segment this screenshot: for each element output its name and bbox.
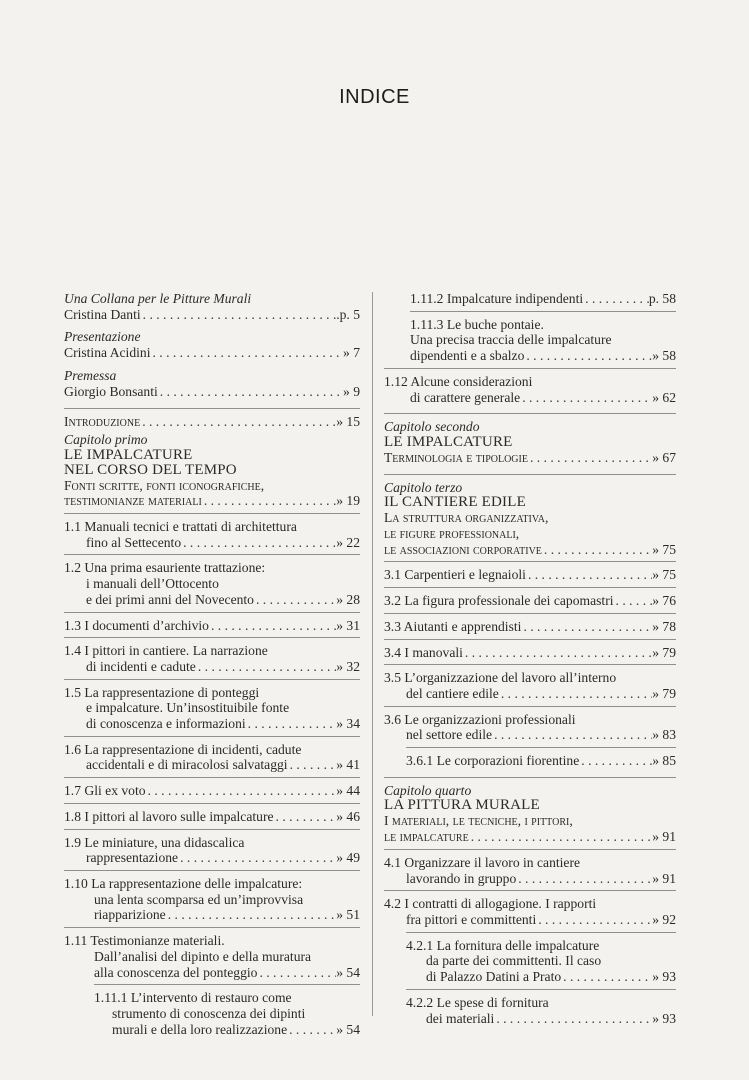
- page-number: » 49: [336, 850, 360, 866]
- page-number: » 28: [336, 591, 360, 607]
- page-number: » 75: [652, 541, 676, 557]
- entry-text: 1.7 Gli ex voto: [64, 783, 146, 799]
- entry-author: Giorgio Bonsanti: [64, 383, 158, 399]
- section-rule: [384, 474, 676, 475]
- toc-entry-1-1[interactable]: [64, 519, 360, 550]
- entry-author: Cristina Danti: [64, 306, 141, 322]
- dot-leader: [158, 384, 343, 400]
- page-number: » 91: [652, 829, 676, 845]
- entry-text: e impalcature. Un’insostituibile fonte: [86, 700, 290, 716]
- toc-entry-1-8[interactable]: [64, 809, 360, 825]
- entry-label: Una Collana per le Pitture Murali: [64, 291, 252, 306]
- section-rule: [384, 368, 676, 369]
- dot-leader: [209, 618, 336, 634]
- entry-text: 1.2 Una prima esauriente trattazione:: [64, 560, 266, 576]
- entry-text: di Palazzo Datini a Prato: [426, 969, 562, 985]
- dot-leader: [499, 686, 652, 702]
- page-number: » 34: [336, 716, 360, 732]
- entry-text: 1.4 I pittori in cantiere. La narrazione: [64, 643, 268, 659]
- section-rule: [406, 932, 676, 933]
- section-rule: [384, 664, 676, 665]
- page-title: INDICE: [339, 86, 410, 108]
- entry-text: 1.5 La rappresentazione di ponteggi: [64, 684, 260, 700]
- dot-leader: [579, 753, 652, 769]
- entry-text: Una precisa traccia delle impalcature: [410, 332, 612, 348]
- dot-leader: [526, 567, 652, 583]
- dot-leader: [494, 1011, 652, 1027]
- dot-leader: [528, 450, 652, 466]
- entry-text: dei materiali: [426, 1010, 495, 1026]
- page-number: » 58: [652, 348, 676, 364]
- chapter-subtitle: le associazioni corporative: [384, 541, 542, 557]
- chapter-title: IL CANTIERE EDILE: [384, 494, 526, 511]
- entry-text: 4.2.2 Le spese di fornitura: [406, 994, 549, 1010]
- dot-leader: [257, 965, 336, 981]
- entry-text: 1.10 La rappresentazione delle impalcature:: [64, 875, 303, 891]
- dot-leader: [583, 291, 649, 307]
- chapter-subtitle: Fonti scritte, fonti iconografiche,: [64, 477, 265, 493]
- page-number: p. 58: [648, 291, 676, 306]
- toc-entry-3-6[interactable]: [384, 712, 676, 743]
- toc-entry-introduzione[interactable]: [64, 414, 360, 430]
- entry-text: di carattere generale: [410, 389, 521, 405]
- entry-text: strumento di conoscenza dei dipinti: [112, 1005, 306, 1021]
- entry-text: 3.6 Le organizzazioni professionali: [384, 711, 576, 727]
- page-number: » 79: [652, 644, 676, 660]
- entry-text: 3.4 I manovali: [384, 644, 463, 660]
- page-number: » 31: [336, 617, 360, 633]
- section-rule: [64, 777, 360, 778]
- chapter-title: NEL CORSO DEL TEMPO: [64, 461, 237, 478]
- dot-leader: [542, 542, 652, 558]
- page-number: » 85: [652, 753, 676, 769]
- toc-entry-1-11-3[interactable]: [410, 317, 676, 364]
- section-rule: [94, 984, 360, 985]
- page-number: » 75: [652, 567, 676, 583]
- section-rule: [64, 612, 360, 613]
- toc-entry-1-11[interactable]: [64, 933, 360, 980]
- entry-text: rappresentazione: [86, 850, 179, 866]
- dot-leader: [166, 907, 336, 923]
- chapter-label: Capitolo primo: [64, 431, 148, 447]
- entry-text: 1.11.2 Impalcature indipendenti: [410, 291, 584, 306]
- dot-leader: [178, 850, 336, 866]
- entry-text: dipendenti e a sbalzo: [410, 348, 525, 364]
- entry-text: di incidenti e cadute: [86, 658, 196, 674]
- dot-leader: [521, 619, 652, 635]
- toc-entry-4-2[interactable]: [384, 896, 676, 927]
- chapter-subtitle: le figure professionali,: [384, 526, 520, 542]
- dot-leader: [492, 727, 652, 743]
- page-number: » 54: [336, 964, 360, 980]
- dot-leader: [141, 307, 337, 323]
- page-number: .p. 5: [336, 306, 360, 322]
- section-rule: [64, 637, 360, 638]
- entry-text: 1.11.3 Le buche pontaie.: [410, 316, 544, 332]
- toc-entry-1-4[interactable]: [64, 643, 360, 674]
- section-rule: [64, 927, 360, 928]
- entry-text: di conoscenza e informazioni: [86, 716, 246, 732]
- toc-entry-4-2-2[interactable]: [406, 995, 676, 1026]
- toc-entry-1-11-2[interactable]: [410, 291, 676, 307]
- page-number: » 67: [652, 449, 676, 465]
- dot-leader: [516, 871, 652, 887]
- section-rule: [384, 613, 676, 614]
- toc-entry-1-7[interactable]: [64, 783, 360, 799]
- toc-entry-3-3[interactable]: [384, 619, 676, 635]
- section-rule: [64, 736, 360, 737]
- page-number: » 79: [652, 685, 676, 701]
- toc-entry-1-6[interactable]: [64, 742, 360, 773]
- section-rule: [384, 849, 676, 850]
- page-number: » 78: [652, 618, 676, 634]
- page-number: » 46: [336, 808, 360, 824]
- dot-leader: [469, 829, 653, 845]
- entry-label: Premessa: [64, 367, 117, 383]
- page-number: » 54: [336, 1021, 360, 1037]
- toc-entry-4-2-1[interactable]: [406, 938, 676, 985]
- toc-entry-3-6-1[interactable]: [406, 753, 676, 769]
- dot-leader: [536, 912, 652, 928]
- dot-leader: [287, 1022, 336, 1038]
- chapter-label: Capitolo quarto: [384, 782, 472, 798]
- entry-text: accidentali e di miracolosi salvataggi: [86, 757, 288, 773]
- section-rule: [64, 870, 360, 871]
- entry-text: 1.12 Alcune considerazioni: [384, 373, 533, 389]
- toc-chapter-1[interactable]: [64, 432, 360, 509]
- entry-text: nel settore edile: [406, 727, 493, 743]
- section-rule: [410, 311, 676, 312]
- entry-text: 1.1 Manuali tecnici e trattati di architettura: [64, 519, 297, 535]
- section-rule: [64, 829, 360, 830]
- toc-entry-3-5[interactable]: [384, 670, 676, 701]
- toc-entry-1-5[interactable]: [64, 685, 360, 732]
- section-rule: [406, 989, 676, 990]
- page-number: » 44: [336, 783, 360, 799]
- dot-leader: [246, 716, 337, 732]
- page-number: » 93: [652, 969, 676, 985]
- section-rule: [64, 554, 360, 555]
- dot-leader: [196, 659, 336, 675]
- page-number: » 32: [336, 658, 360, 674]
- page-number: » 9: [343, 383, 360, 399]
- toc-entry-3-2[interactable]: [384, 593, 676, 609]
- page-number: » 92: [652, 911, 676, 927]
- dot-leader: [140, 414, 336, 430]
- section-rule: [384, 706, 676, 707]
- entry-text: 4.2 I contratti di allogagione. I rapporti: [384, 896, 597, 912]
- page-number: » 76: [652, 593, 676, 609]
- toc-chapter-3[interactable]: [384, 480, 676, 558]
- toc-entry-presentazione[interactable]: [64, 329, 360, 360]
- toc-entry-4-1[interactable]: [384, 855, 676, 886]
- section-rule: [64, 803, 360, 804]
- toc-left-column: [64, 290, 360, 1037]
- page-number: » 83: [652, 727, 676, 743]
- chapter-subtitle: Terminologia e tipologie: [384, 449, 528, 465]
- chapter-label: Capitolo terzo: [384, 479, 463, 495]
- dot-leader: [561, 969, 652, 985]
- section-rule: [384, 777, 676, 778]
- chapter-subtitle: testimonianze materiali: [64, 493, 202, 509]
- entry-text: 1.11.1 L’intervento di restauro come: [94, 990, 292, 1006]
- entry-text: Dall’analisi del dipinto e della muratura: [94, 948, 312, 964]
- entry-author: Cristina Acidini: [64, 345, 151, 361]
- dot-leader: [254, 592, 336, 608]
- toc-entry-1-10[interactable]: [64, 876, 360, 923]
- column-divider: [372, 292, 373, 1016]
- entry-text: alla conoscenza del ponteggio: [94, 964, 258, 980]
- toc-entry-1-11-1[interactable]: [94, 990, 360, 1037]
- dot-leader: [288, 757, 337, 773]
- toc-entry-collana[interactable]: [64, 291, 360, 322]
- section-rule: [384, 890, 676, 891]
- entry-text: da parte dei committenti. Il caso: [426, 953, 602, 969]
- entry-text: i manuali dell’Ottocento: [86, 576, 219, 592]
- dot-leader: [524, 348, 652, 364]
- dot-leader: [202, 493, 336, 509]
- toc-chapter-2[interactable]: [384, 419, 676, 465]
- toc-entry-1-9[interactable]: [64, 835, 360, 866]
- dot-leader: [520, 390, 652, 406]
- entry-text: 4.2.1 La fornitura delle impalcature: [406, 937, 600, 953]
- page-number: » 62: [652, 389, 676, 405]
- toc-entry-1-12[interactable]: [384, 374, 676, 405]
- section-rule: [406, 747, 676, 748]
- entry-text: 4.1 Organizzare il lavoro in cantiere: [384, 854, 581, 870]
- toc-right-column: [384, 290, 676, 1026]
- chapter-title: LE IMPALCATURE: [64, 446, 193, 463]
- page-number: » 93: [652, 1010, 676, 1026]
- toc-entry-3-1[interactable]: [384, 567, 676, 583]
- section-rule: [384, 413, 676, 414]
- section-rule: [64, 408, 360, 409]
- section-rule: [384, 639, 676, 640]
- chapter-subtitle: I materiali, le tecniche, i pittori,: [384, 813, 573, 829]
- chapter-title: LE IMPALCATURE: [384, 433, 513, 450]
- section-rule: [64, 679, 360, 680]
- entry-text: 3.5 L’organizzazione del lavoro all’interno: [384, 670, 617, 686]
- entry-text: del cantiere edile: [406, 685, 499, 701]
- toc-entry-3-4[interactable]: [384, 645, 676, 661]
- page-number: » 51: [336, 907, 360, 923]
- entry-text: 3.1 Carpentieri e legnaioli: [384, 567, 526, 583]
- dot-leader: [181, 535, 336, 551]
- page-number: » 15: [336, 414, 360, 430]
- entry-text: riapparizione: [94, 907, 166, 923]
- page-number: » 7: [343, 345, 360, 361]
- entry-text: e dei primi anni del Novecento: [86, 591, 254, 607]
- page-number: » 91: [652, 870, 676, 886]
- entry-text: fino al Settecento: [86, 534, 182, 550]
- toc-chapter-4[interactable]: [384, 783, 676, 845]
- section-rule: [384, 587, 676, 588]
- entry-text: 1.3 I documenti d’archivio: [64, 617, 209, 633]
- entry-text: 1.11 Testimonianze materiali.: [64, 933, 225, 949]
- page-number: » 41: [336, 757, 360, 773]
- chapter-subtitle: La struttura organizzativa,: [384, 510, 549, 526]
- chapter-label: Capitolo secondo: [384, 419, 480, 435]
- page-number: » 22: [336, 534, 360, 550]
- dot-leader: [614, 593, 653, 609]
- page-number: » 19: [336, 493, 360, 509]
- chapter-title: LA PITTURA MURALE: [384, 797, 540, 814]
- dot-leader: [463, 645, 652, 661]
- entry-text: 3.2 La figura professionale dei capomastri: [384, 593, 614, 609]
- chapter-subtitle: le impalcature: [384, 829, 469, 845]
- dot-leader: [146, 783, 337, 799]
- entry-label: Presentazione: [64, 329, 141, 345]
- entry-text: una lenta scomparsa ed un’improvvisa: [94, 891, 304, 907]
- dot-leader: [274, 809, 337, 825]
- toc-entry-premessa[interactable]: [64, 368, 360, 399]
- entry-label: Introduzione: [64, 414, 141, 430]
- entry-text: 3.6.1 Le corporazioni fiorentine: [406, 753, 580, 769]
- entry-text: 1.8 I pittori al lavoro sulle impalcature: [64, 808, 274, 824]
- entry-text: 1.6 La rappresentazione di incidenti, cadute: [64, 741, 302, 757]
- entry-text: lavorando in gruppo: [406, 870, 517, 886]
- toc-entry-1-3[interactable]: [64, 618, 360, 634]
- entry-text: murali e della loro realizzazione: [112, 1021, 288, 1037]
- toc-entry-1-2[interactable]: [64, 560, 360, 607]
- dot-leader: [150, 345, 343, 361]
- entry-text: 3.3 Aiutanti e apprendisti: [384, 618, 522, 634]
- section-rule: [384, 561, 676, 562]
- entry-text: 1.9 Le miniature, una didascalica: [64, 834, 245, 850]
- entry-text: fra pittori e committenti: [406, 911, 537, 927]
- section-rule: [64, 513, 360, 514]
